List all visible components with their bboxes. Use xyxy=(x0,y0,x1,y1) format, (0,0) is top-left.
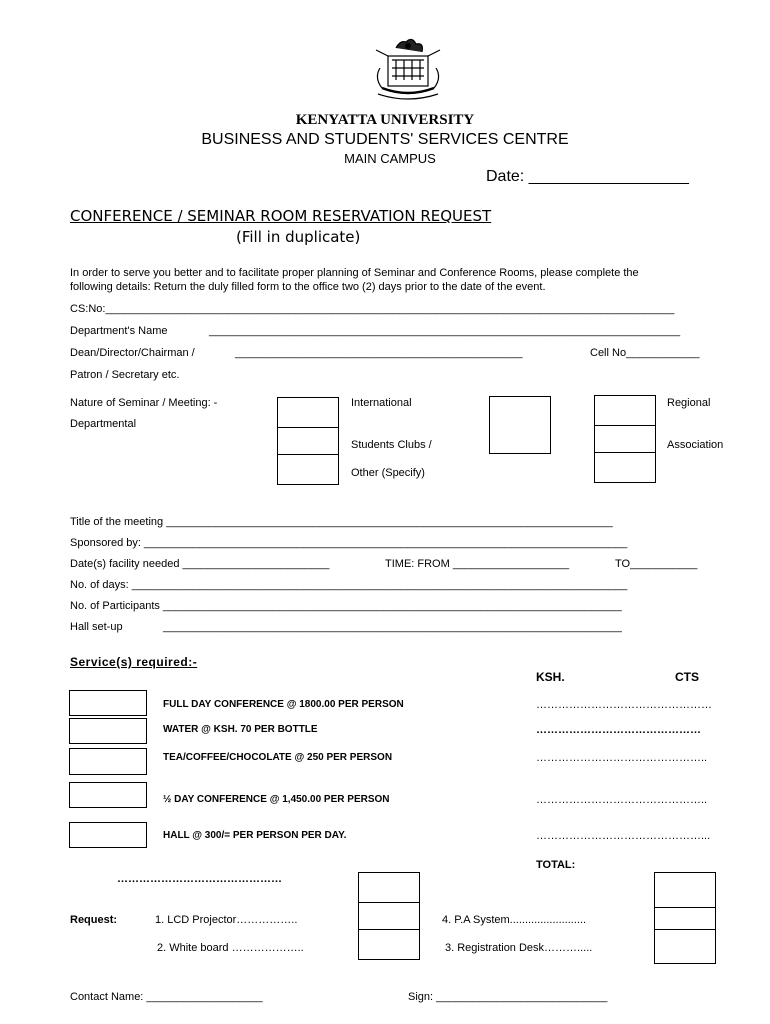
intro-text-line1: In order to serve you better and to facilitate proper planning of Seminar and Conference Rooms, please complete the xyxy=(70,267,639,279)
patron-label: Patron / Secretary etc. xyxy=(70,369,180,381)
meeting-title-field[interactable]: Title of the meeting _________________________________________________________________________ xyxy=(70,516,613,528)
extra-checkbox[interactable] xyxy=(594,452,656,483)
other-checkbox[interactable] xyxy=(277,454,339,485)
sponsored-by-field[interactable]: Sponsored by: _______________________________________________________________________________ xyxy=(70,537,628,549)
cell-number-field[interactable]: Cell No____________ xyxy=(590,347,700,359)
white-board-checkbox[interactable] xyxy=(358,929,420,960)
international-label: International xyxy=(351,397,412,409)
dean-label: Dean/Director/Chairman / xyxy=(70,347,195,359)
department-field[interactable]: _____________________________________________________________________________ xyxy=(209,325,681,337)
departmental-checkbox[interactable] xyxy=(277,397,339,428)
pa-system-checkbox-2[interactable] xyxy=(654,907,716,930)
contact-name-field[interactable]: Contact Name: ___________________ xyxy=(70,991,263,1003)
registration-desk-checkbox[interactable] xyxy=(654,929,716,964)
hall-setup-label: Hall set-up xyxy=(70,621,123,633)
tea-coffee-checkbox[interactable] xyxy=(69,748,147,775)
service-item-label: HALL @ 300/= PER PERSON PER DAY. xyxy=(163,830,347,841)
service-item-label: FULL DAY CONFERENCE @ 1800.00 PER PERSON xyxy=(163,699,404,710)
time-from-field[interactable]: TIME: FROM ___________________ xyxy=(385,558,570,570)
service-amount-field[interactable]: ……………………………………….. xyxy=(536,794,708,806)
lcd-projector-checkbox[interactable] xyxy=(358,872,420,903)
services-heading: Service(s) required:- xyxy=(70,655,198,669)
department-label: Department's Name xyxy=(70,325,168,337)
service-item-label: TEA/COFFEE/CHOCOLATE @ 250 PER PERSON xyxy=(163,752,393,763)
association-label: Association xyxy=(667,439,724,451)
request-item-pa-system: 4. P.A System......................... xyxy=(442,914,587,926)
international-checkbox[interactable] xyxy=(489,396,551,454)
dean-field[interactable]: _______________________________________________ xyxy=(235,347,523,359)
half-day-conference-checkbox[interactable] xyxy=(69,782,147,808)
service-amount-field[interactable]: ……………………………………….. xyxy=(536,752,708,764)
other-label: Other (Specify) xyxy=(351,467,425,479)
request-item-lcd-projector: 1. LCD Projector…………….. xyxy=(155,914,298,926)
dates-needed-field[interactable]: Date(s) facility needed ________________________ xyxy=(70,558,330,570)
date-field[interactable]: Date: __________________ xyxy=(486,168,689,185)
form-subtitle: (Fill in duplicate) xyxy=(236,228,361,246)
request-label: Request: xyxy=(70,914,118,926)
service-item-label: WATER @ KSH. 70 PER BOTTLE xyxy=(163,724,318,735)
nature-label: Nature of Seminar / Meeting: - xyxy=(70,397,218,409)
hall-checkbox[interactable] xyxy=(69,822,147,848)
pa-system-checkbox[interactable] xyxy=(654,872,716,908)
service-amount-field[interactable]: ………………………………………… xyxy=(536,699,712,711)
regional-checkbox[interactable] xyxy=(594,395,656,426)
full-day-conference-checkbox[interactable] xyxy=(69,690,147,716)
regional-label: Regional xyxy=(667,397,711,409)
sign-field[interactable]: Sign: ____________________________ xyxy=(408,991,608,1003)
students-clubs-checkbox[interactable] xyxy=(277,427,339,455)
ksh-column-header: KSH. xyxy=(536,670,565,684)
water-checkbox[interactable] xyxy=(69,718,147,744)
cs-number-field[interactable]: CS:No:_____________________________________________________________________________________________ xyxy=(70,303,675,315)
service-amount-field[interactable]: ……………………………………… xyxy=(536,724,701,736)
request-item-registration-desk: 3. Registration Desk………..... xyxy=(445,942,593,954)
form-title: CONFERENCE / SEMINAR ROOM RESERVATION REQUEST xyxy=(70,207,492,225)
centre-name: BUSINESS AND STUDENTS' SERVICES CENTRE xyxy=(201,131,569,148)
departmental-label: Departmental xyxy=(70,418,137,430)
service-item-label: ½ DAY CONFERENCE @ 1,450.00 PER PERSON xyxy=(163,794,390,805)
time-to-field[interactable]: TO___________ xyxy=(615,558,698,570)
hall-setup-field[interactable]: ___________________________________________________________________________ xyxy=(163,621,622,633)
total-label: TOTAL: xyxy=(536,859,576,871)
signature-dots[interactable]: ……………………………………… xyxy=(117,873,282,885)
cts-column-header: CTS xyxy=(675,670,699,684)
association-checkbox[interactable] xyxy=(594,425,656,453)
request-item-white-board: 2. White board ……………….. xyxy=(157,942,304,954)
participants-field[interactable]: No. of Participants ___________________________________________________________________________ xyxy=(70,600,622,612)
students-clubs-label: Students Clubs / xyxy=(351,439,432,451)
campus-name: MAIN CAMPUS xyxy=(344,151,436,166)
service-amount-field[interactable]: ………………………………………... xyxy=(536,830,711,842)
lcd-projector-checkbox-2[interactable] xyxy=(358,902,420,930)
intro-text-line2: following details: Return the duly filled form to the office two (2) days prior to the date of the event. xyxy=(70,281,546,293)
university-crest-logo xyxy=(366,38,450,104)
university-name: KENYATTA UNIVERSITY xyxy=(295,112,475,128)
number-of-days-field[interactable]: No. of days: _________________________________________________________________________________ xyxy=(70,579,628,591)
